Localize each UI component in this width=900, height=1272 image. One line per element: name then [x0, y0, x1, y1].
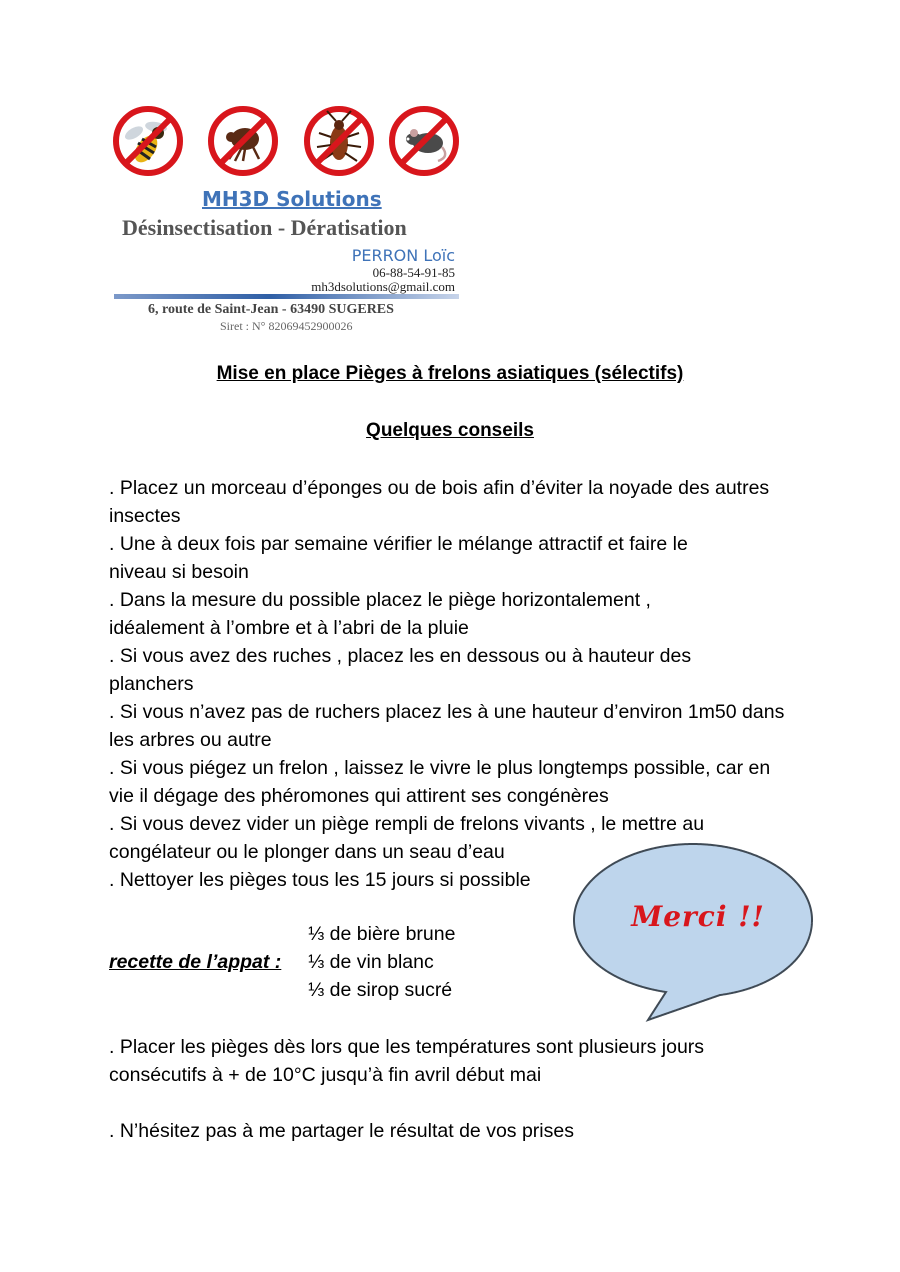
contact-email: mh3dsolutions@gmail.com	[311, 279, 455, 294]
recipe-ingredient: ⅓ de bière brune	[308, 923, 456, 945]
tip-item: . Si vous n’avez pas de ruchers placez les à une hauteur d’environ 1m50 dans les arbres ou autre	[109, 701, 785, 751]
recipe-label: recette de l’appat :	[109, 951, 282, 973]
recipe-ingredient: ⅓ de vin blanc	[308, 951, 434, 973]
tip-item: . Si vous devez vider un piège rempli de frelons vivants , le mettre au congélateur ou le plonger dans un seau d’eau	[109, 813, 705, 863]
company-address: 6, route de Saint-Jean - 63490 SUGERES	[148, 302, 394, 317]
tips-list	[109, 474, 799, 894]
letterhead-divider	[114, 294, 459, 299]
document-title: Mise en place Pièges à frelons asiatiques (sélectifs)	[216, 363, 684, 384]
recipe-ingredient: ⅓ de sirop sucré	[308, 979, 453, 1001]
company-name: MH3D Solutions	[202, 187, 382, 211]
company-siret: Siret : N° 82069452900026	[220, 319, 353, 333]
contact-phone: 06-88-54-91-85	[372, 265, 455, 280]
tip-item: . Si vous avez des ruches , placez les en dessous ou à hauteur des planchers	[109, 645, 692, 695]
no-cockroach-icon	[303, 105, 375, 177]
closing-note: . N’hésitez pas à me partager le résultat de vos prises	[109, 1120, 574, 1142]
tip-item: . Nettoyer les pièges tous les 15 jours si possible	[109, 869, 531, 891]
tip-item: . Si vous piégez un frelon , laissez le vivre le plus longtemps possible, car en vie il dégage des phéromones qui attirent ses congénères	[109, 757, 771, 807]
no-hornet-icon	[112, 105, 184, 177]
tip-item: . Placez un morceau d’éponges ou de bois afin d’éviter la noyade des autres insectes	[109, 477, 770, 527]
pest-icons-row	[110, 105, 470, 185]
contact-name: PERRON Loïc	[351, 246, 455, 265]
letterhead	[110, 105, 470, 340]
company-activity: Désinsectisation - Dératisation	[122, 215, 407, 240]
no-flea-icon	[207, 105, 279, 177]
tip-item: . Dans la mesure du possible placez le piège horizontalement , idéalement à l’ombre et à l’abri de la pluie	[109, 589, 651, 639]
tip-item: . Une à deux fois par semaine vérifier le mélange attractif et faire le niveau si besoin	[109, 533, 688, 583]
no-rat-icon	[388, 105, 460, 177]
placement-note: . Placer les pièges dès lors que les températures sont plusieurs jours consécutifs à + de 10°C jusqu’à fin avril début mai	[109, 1036, 705, 1086]
document-subtitle: Quelques conseils	[366, 420, 534, 441]
thanks-text: Merci !!	[631, 900, 765, 933]
